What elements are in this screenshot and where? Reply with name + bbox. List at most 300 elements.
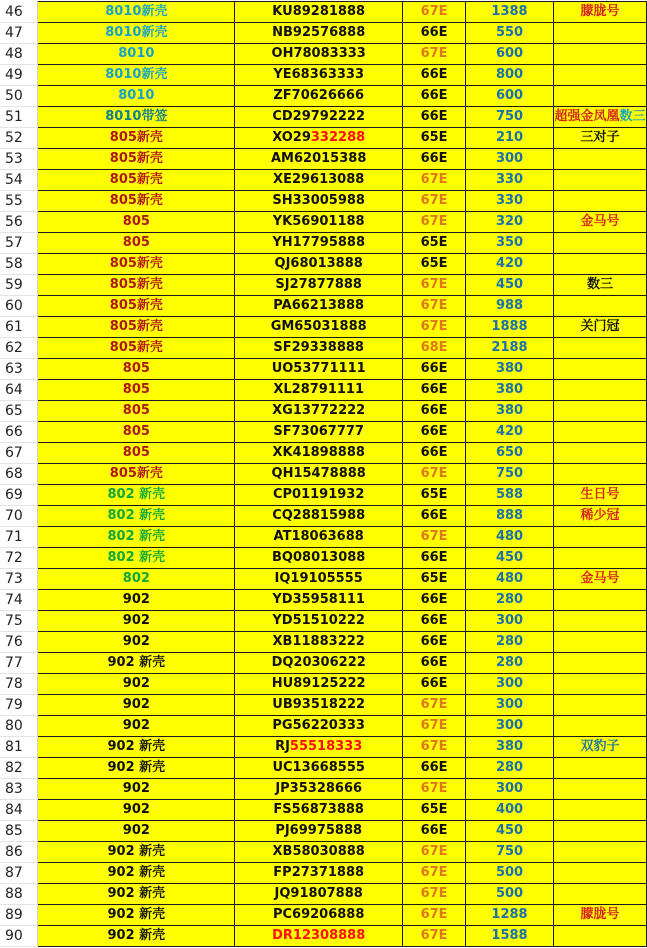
note-cell[interactable] [553,779,646,800]
row-header[interactable]: 47 [0,23,38,44]
serial-cell[interactable]: FS56873888 [235,800,403,821]
table-row[interactable] [0,737,647,758]
table-row[interactable] [0,254,647,275]
table-row[interactable] [0,695,647,716]
model-cell[interactable]: 805新壳 [38,170,235,191]
model-cell[interactable]: 805 [38,443,235,464]
row-header[interactable]: 53 [0,149,38,170]
row-header[interactable]: 86 [0,842,38,863]
table-row[interactable] [0,548,647,569]
note-cell[interactable]: 数三 [553,275,646,296]
row-header[interactable]: 69 [0,485,38,506]
price-cell[interactable]: 320 [466,212,554,233]
row-header[interactable]: 82 [0,758,38,779]
note-cell[interactable] [553,527,646,548]
row-header[interactable]: 46 [0,2,38,23]
note-cell[interactable] [553,443,646,464]
note-cell[interactable]: 朦胧号 [553,905,646,926]
price-cell[interactable]: 330 [466,191,554,212]
serial-cell[interactable]: AM62015388 [235,149,403,170]
table-row[interactable] [0,443,647,464]
price-cell[interactable]: 500 [466,884,554,905]
note-cell[interactable]: 关门冠 [553,317,646,338]
size-cell[interactable]: 66E [403,674,466,695]
note-cell[interactable]: 稀少冠 [553,506,646,527]
table-row[interactable] [0,863,647,884]
size-cell[interactable]: 66E [403,590,466,611]
price-cell[interactable]: 300 [466,611,554,632]
table-row[interactable] [0,422,647,443]
table-row[interactable] [0,821,647,842]
price-cell[interactable]: 2188 [466,338,554,359]
price-cell[interactable]: 380 [466,401,554,422]
model-cell[interactable]: 902 [38,716,235,737]
size-cell[interactable]: 66E [403,86,466,107]
serial-cell[interactable]: DQ20306222 [235,653,403,674]
serial-cell[interactable]: NB92576888 [235,23,403,44]
serial-cell[interactable]: JQ91807888 [235,884,403,905]
note-cell[interactable] [553,191,646,212]
table-row[interactable] [0,86,647,107]
model-cell[interactable]: 805新壳 [38,464,235,485]
model-cell[interactable]: 8010新壳 [38,2,235,23]
size-cell[interactable]: 67E [403,695,466,716]
model-cell[interactable]: 805 [38,401,235,422]
table-row[interactable] [0,275,647,296]
serial-cell[interactable]: ZF70626666 [235,86,403,107]
serial-cell[interactable] [235,737,403,758]
size-cell[interactable]: 65E [403,233,466,254]
model-cell[interactable]: 902 新壳 [38,884,235,905]
table-row[interactable] [0,233,647,254]
row-header[interactable]: 80 [0,716,38,737]
table-row[interactable] [0,191,647,212]
price-cell[interactable]: 330 [466,170,554,191]
price-cell[interactable]: 450 [466,548,554,569]
size-cell[interactable]: 66E [403,443,466,464]
row-header[interactable]: 54 [0,170,38,191]
row-header[interactable]: 64 [0,380,38,401]
price-cell[interactable]: 450 [466,821,554,842]
serial-cell[interactable]: IQ19105555 [235,569,403,590]
price-cell[interactable]: 888 [466,506,554,527]
model-cell[interactable]: 8010带签 [38,107,235,128]
table-row[interactable] [0,338,647,359]
size-cell[interactable]: 66E [403,548,466,569]
note-cell[interactable] [553,758,646,779]
price-cell[interactable]: 750 [466,464,554,485]
row-header[interactable]: 84 [0,800,38,821]
model-cell[interactable]: 8010新壳 [38,23,235,44]
row-header[interactable]: 51 [0,107,38,128]
serial-cell[interactable]: UB93518222 [235,695,403,716]
row-header[interactable]: 71 [0,527,38,548]
serial-cell[interactable]: PA66213888 [235,296,403,317]
price-cell[interactable]: 380 [466,737,554,758]
price-cell[interactable]: 280 [466,758,554,779]
model-cell[interactable]: 902 [38,632,235,653]
model-cell[interactable]: 902 新壳 [38,905,235,926]
size-cell[interactable]: 67E [403,863,466,884]
note-cell[interactable] [553,590,646,611]
note-cell[interactable] [553,65,646,86]
model-cell[interactable]: 802 新壳 [38,506,235,527]
size-cell[interactable]: 67E [403,191,466,212]
note-cell[interactable]: 生日号 [553,485,646,506]
serial-cell[interactable]: XG13772222 [235,401,403,422]
size-cell[interactable]: 66E [403,65,466,86]
model-cell[interactable]: 805新壳 [38,317,235,338]
note-cell[interactable] [553,842,646,863]
price-cell[interactable]: 650 [466,443,554,464]
note-cell[interactable] [553,611,646,632]
size-cell[interactable]: 66E [403,149,466,170]
size-cell[interactable]: 65E [403,569,466,590]
price-cell[interactable]: 1888 [466,317,554,338]
size-cell[interactable]: 66E [403,821,466,842]
note-cell[interactable] [553,653,646,674]
size-cell[interactable]: 68E [403,338,466,359]
size-cell[interactable]: 66E [403,359,466,380]
note-cell[interactable] [553,359,646,380]
price-cell[interactable]: 300 [466,149,554,170]
size-cell[interactable]: 65E [403,128,466,149]
model-cell[interactable]: 902 [38,674,235,695]
serial-cell[interactable]: UC13668555 [235,758,403,779]
serial-cell[interactable]: YK56901188 [235,212,403,233]
model-cell[interactable]: 902 新壳 [38,758,235,779]
size-cell[interactable]: 67E [403,296,466,317]
price-cell[interactable]: 1388 [466,2,554,23]
size-cell[interactable]: 67E [403,212,466,233]
note-cell[interactable] [553,338,646,359]
model-cell[interactable]: 902 新壳 [38,842,235,863]
size-cell[interactable]: 66E [403,422,466,443]
price-cell[interactable]: 280 [466,590,554,611]
serial-cell[interactable]: XK41898888 [235,443,403,464]
table-row[interactable] [0,716,647,737]
row-header[interactable]: 50 [0,86,38,107]
note-cell[interactable] [553,401,646,422]
size-cell[interactable]: 67E [403,737,466,758]
size-cell[interactable]: 66E [403,107,466,128]
price-cell[interactable]: 210 [466,128,554,149]
table-row[interactable] [0,212,647,233]
serial-cell[interactable]: SJ27877888 [235,275,403,296]
price-cell[interactable]: 300 [466,779,554,800]
serial-cell[interactable]: SF29338888 [235,338,403,359]
size-cell[interactable]: 67E [403,2,466,23]
row-header[interactable]: 61 [0,317,38,338]
table-row[interactable] [0,653,647,674]
note-cell[interactable] [553,170,646,191]
row-header[interactable]: 62 [0,338,38,359]
model-cell[interactable]: 805新壳 [38,191,235,212]
table-row[interactable] [0,632,647,653]
model-cell[interactable]: 805 [38,380,235,401]
model-cell[interactable]: 805新壳 [38,275,235,296]
size-cell[interactable]: 66E [403,506,466,527]
table-row[interactable] [0,779,647,800]
serial-cell[interactable]: KU89281888 [235,2,403,23]
model-cell[interactable]: 902 新壳 [38,737,235,758]
row-header[interactable]: 49 [0,65,38,86]
model-cell[interactable]: 902 [38,821,235,842]
table-row[interactable] [0,674,647,695]
table-row[interactable] [0,800,647,821]
model-cell[interactable]: 8010新壳 [38,65,235,86]
size-cell[interactable]: 66E [403,653,466,674]
row-header[interactable]: 60 [0,296,38,317]
serial-cell[interactable] [235,128,403,149]
table-row[interactable] [0,506,647,527]
row-header[interactable]: 58 [0,254,38,275]
table-row[interactable] [0,23,647,44]
row-header[interactable]: 52 [0,128,38,149]
model-cell[interactable]: 802 [38,569,235,590]
model-cell[interactable]: 902 [38,590,235,611]
model-cell[interactable]: 902 [38,695,235,716]
row-header[interactable]: 57 [0,233,38,254]
table-row[interactable] [0,128,647,149]
serial-cell[interactable]: DR12308888 [235,926,403,947]
size-cell[interactable]: 67E [403,905,466,926]
price-cell[interactable]: 750 [466,107,554,128]
note-cell[interactable] [553,800,646,821]
price-cell[interactable]: 800 [466,65,554,86]
serial-cell[interactable]: UO53771111 [235,359,403,380]
model-cell[interactable]: 805 [38,422,235,443]
note-cell[interactable] [553,821,646,842]
note-cell[interactable] [553,44,646,65]
price-cell[interactable]: 380 [466,380,554,401]
table-row[interactable] [0,380,647,401]
serial-cell[interactable]: YH17795888 [235,233,403,254]
size-cell[interactable]: 67E [403,275,466,296]
price-cell[interactable]: 600 [466,86,554,107]
note-cell[interactable] [553,233,646,254]
model-cell[interactable]: 8010 [38,86,235,107]
price-cell[interactable]: 1588 [466,926,554,947]
table-row[interactable] [0,359,647,380]
size-cell[interactable]: 67E [403,926,466,947]
note-cell[interactable]: 三对子 [553,128,646,149]
model-cell[interactable]: 902 [38,779,235,800]
table-row[interactable] [0,149,647,170]
price-cell[interactable]: 480 [466,569,554,590]
size-cell[interactable]: 65E [403,254,466,275]
price-cell[interactable]: 500 [466,863,554,884]
price-cell[interactable]: 450 [466,275,554,296]
table-row[interactable] [0,611,647,632]
note-cell[interactable] [553,863,646,884]
serial-cell[interactable]: SF73067777 [235,422,403,443]
price-cell[interactable]: 300 [466,716,554,737]
serial-cell[interactable]: CP01191932 [235,485,403,506]
row-header[interactable]: 70 [0,506,38,527]
size-cell[interactable]: 66E [403,23,466,44]
row-header[interactable]: 72 [0,548,38,569]
model-cell[interactable]: 805新壳 [38,128,235,149]
serial-cell[interactable]: PG56220333 [235,716,403,737]
row-header[interactable]: 59 [0,275,38,296]
row-header[interactable]: 56 [0,212,38,233]
table-row[interactable] [0,527,647,548]
size-cell[interactable]: 66E [403,401,466,422]
serial-cell[interactable]: PC69206888 [235,905,403,926]
serial-cell[interactable]: XL28791111 [235,380,403,401]
price-cell[interactable]: 350 [466,233,554,254]
note-cell[interactable] [553,674,646,695]
size-cell[interactable]: 66E [403,758,466,779]
note-cell[interactable] [553,380,646,401]
size-cell[interactable]: 67E [403,716,466,737]
model-cell[interactable]: 805 [38,212,235,233]
serial-cell[interactable]: YD51510222 [235,611,403,632]
serial-cell[interactable]: XB58030888 [235,842,403,863]
table-row[interactable] [0,317,647,338]
price-cell[interactable]: 1288 [466,905,554,926]
serial-cell[interactable]: YD35958111 [235,590,403,611]
row-header[interactable]: 75 [0,611,38,632]
table-row[interactable] [0,296,647,317]
row-header[interactable]: 85 [0,821,38,842]
model-cell[interactable]: 805新壳 [38,338,235,359]
model-cell[interactable]: 8010 [38,44,235,65]
model-cell[interactable]: 805新壳 [38,296,235,317]
note-cell[interactable] [553,632,646,653]
serial-cell[interactable]: AT18063688 [235,527,403,548]
size-cell[interactable]: 67E [403,779,466,800]
price-cell[interactable]: 420 [466,254,554,275]
note-cell[interactable] [553,23,646,44]
model-cell[interactable]: 805 [38,233,235,254]
table-row[interactable] [0,107,647,128]
note-cell[interactable]: 金马号 [553,569,646,590]
serial-cell[interactable]: PJ69975888 [235,821,403,842]
model-cell[interactable]: 902 [38,611,235,632]
price-cell[interactable]: 380 [466,359,554,380]
size-cell[interactable]: 66E [403,380,466,401]
row-header[interactable]: 81 [0,737,38,758]
price-cell[interactable]: 600 [466,44,554,65]
model-cell[interactable]: 805新壳 [38,254,235,275]
model-cell[interactable]: 902 新壳 [38,926,235,947]
table-row[interactable] [0,485,647,506]
note-cell[interactable] [553,464,646,485]
row-header[interactable]: 73 [0,569,38,590]
model-cell[interactable]: 805 [38,359,235,380]
note-cell[interactable] [553,149,646,170]
row-header[interactable]: 89 [0,905,38,926]
row-header[interactable]: 76 [0,632,38,653]
row-header[interactable]: 67 [0,443,38,464]
row-header[interactable]: 74 [0,590,38,611]
size-cell[interactable]: 67E [403,44,466,65]
row-header[interactable]: 68 [0,464,38,485]
model-cell[interactable]: 902 [38,800,235,821]
row-header[interactable]: 63 [0,359,38,380]
model-cell[interactable]: 802 新壳 [38,527,235,548]
serial-cell[interactable]: JP35328666 [235,779,403,800]
table-row[interactable] [0,2,647,23]
table-row[interactable] [0,926,647,947]
serial-cell[interactable]: HU89125222 [235,674,403,695]
table-row[interactable] [0,170,647,191]
size-cell[interactable]: 66E [403,632,466,653]
serial-cell[interactable]: BQ08013088 [235,548,403,569]
model-cell[interactable]: 802 新壳 [38,548,235,569]
table-row[interactable] [0,590,647,611]
note-cell[interactable] [553,695,646,716]
size-cell[interactable]: 67E [403,317,466,338]
size-cell[interactable]: 65E [403,800,466,821]
table-row[interactable] [0,401,647,422]
note-cell[interactable] [553,422,646,443]
model-cell[interactable]: 802 新壳 [38,485,235,506]
size-cell[interactable]: 66E [403,611,466,632]
size-cell[interactable]: 67E [403,842,466,863]
table-row[interactable] [0,905,647,926]
size-cell[interactable]: 67E [403,884,466,905]
serial-cell[interactable]: QH15478888 [235,464,403,485]
serial-cell[interactable]: FP27371888 [235,863,403,884]
note-cell[interactable] [553,86,646,107]
serial-cell[interactable]: QJ68013888 [235,254,403,275]
price-cell[interactable]: 988 [466,296,554,317]
row-header[interactable]: 77 [0,653,38,674]
row-header[interactable]: 78 [0,674,38,695]
note-cell[interactable]: 金马号 [553,212,646,233]
row-header[interactable]: 87 [0,863,38,884]
row-header[interactable]: 83 [0,779,38,800]
note-cell[interactable] [553,884,646,905]
row-header[interactable]: 88 [0,884,38,905]
row-header[interactable]: 66 [0,422,38,443]
note-cell[interactable] [553,548,646,569]
serial-cell[interactable]: XB11883222 [235,632,403,653]
note-cell[interactable] [553,716,646,737]
table-row[interactable] [0,884,647,905]
size-cell[interactable]: 67E [403,170,466,191]
note-cell[interactable] [553,254,646,275]
serial-cell[interactable]: YE68363333 [235,65,403,86]
row-header[interactable]: 79 [0,695,38,716]
note-cell[interactable] [553,926,646,947]
serial-cell[interactable]: SH33005988 [235,191,403,212]
row-header[interactable]: 55 [0,191,38,212]
price-cell[interactable]: 480 [466,527,554,548]
model-cell[interactable]: 902 新壳 [38,863,235,884]
serial-cell[interactable]: CD29792222 [235,107,403,128]
price-cell[interactable]: 420 [466,422,554,443]
table-row[interactable] [0,44,647,65]
table-row[interactable] [0,758,647,779]
size-cell[interactable]: 67E [403,527,466,548]
price-cell[interactable]: 400 [466,800,554,821]
price-cell[interactable]: 750 [466,842,554,863]
row-header[interactable]: 65 [0,401,38,422]
note-cell[interactable] [553,296,646,317]
serial-cell[interactable]: CQ28815988 [235,506,403,527]
serial-cell[interactable]: XE29613088 [235,170,403,191]
price-cell[interactable]: 280 [466,632,554,653]
note-cell[interactable]: 双豹子 [553,737,646,758]
table-row[interactable] [0,569,647,590]
model-cell[interactable]: 902 新壳 [38,653,235,674]
table-row[interactable] [0,842,647,863]
note-cell[interactable]: 朦胧号 [553,2,646,23]
